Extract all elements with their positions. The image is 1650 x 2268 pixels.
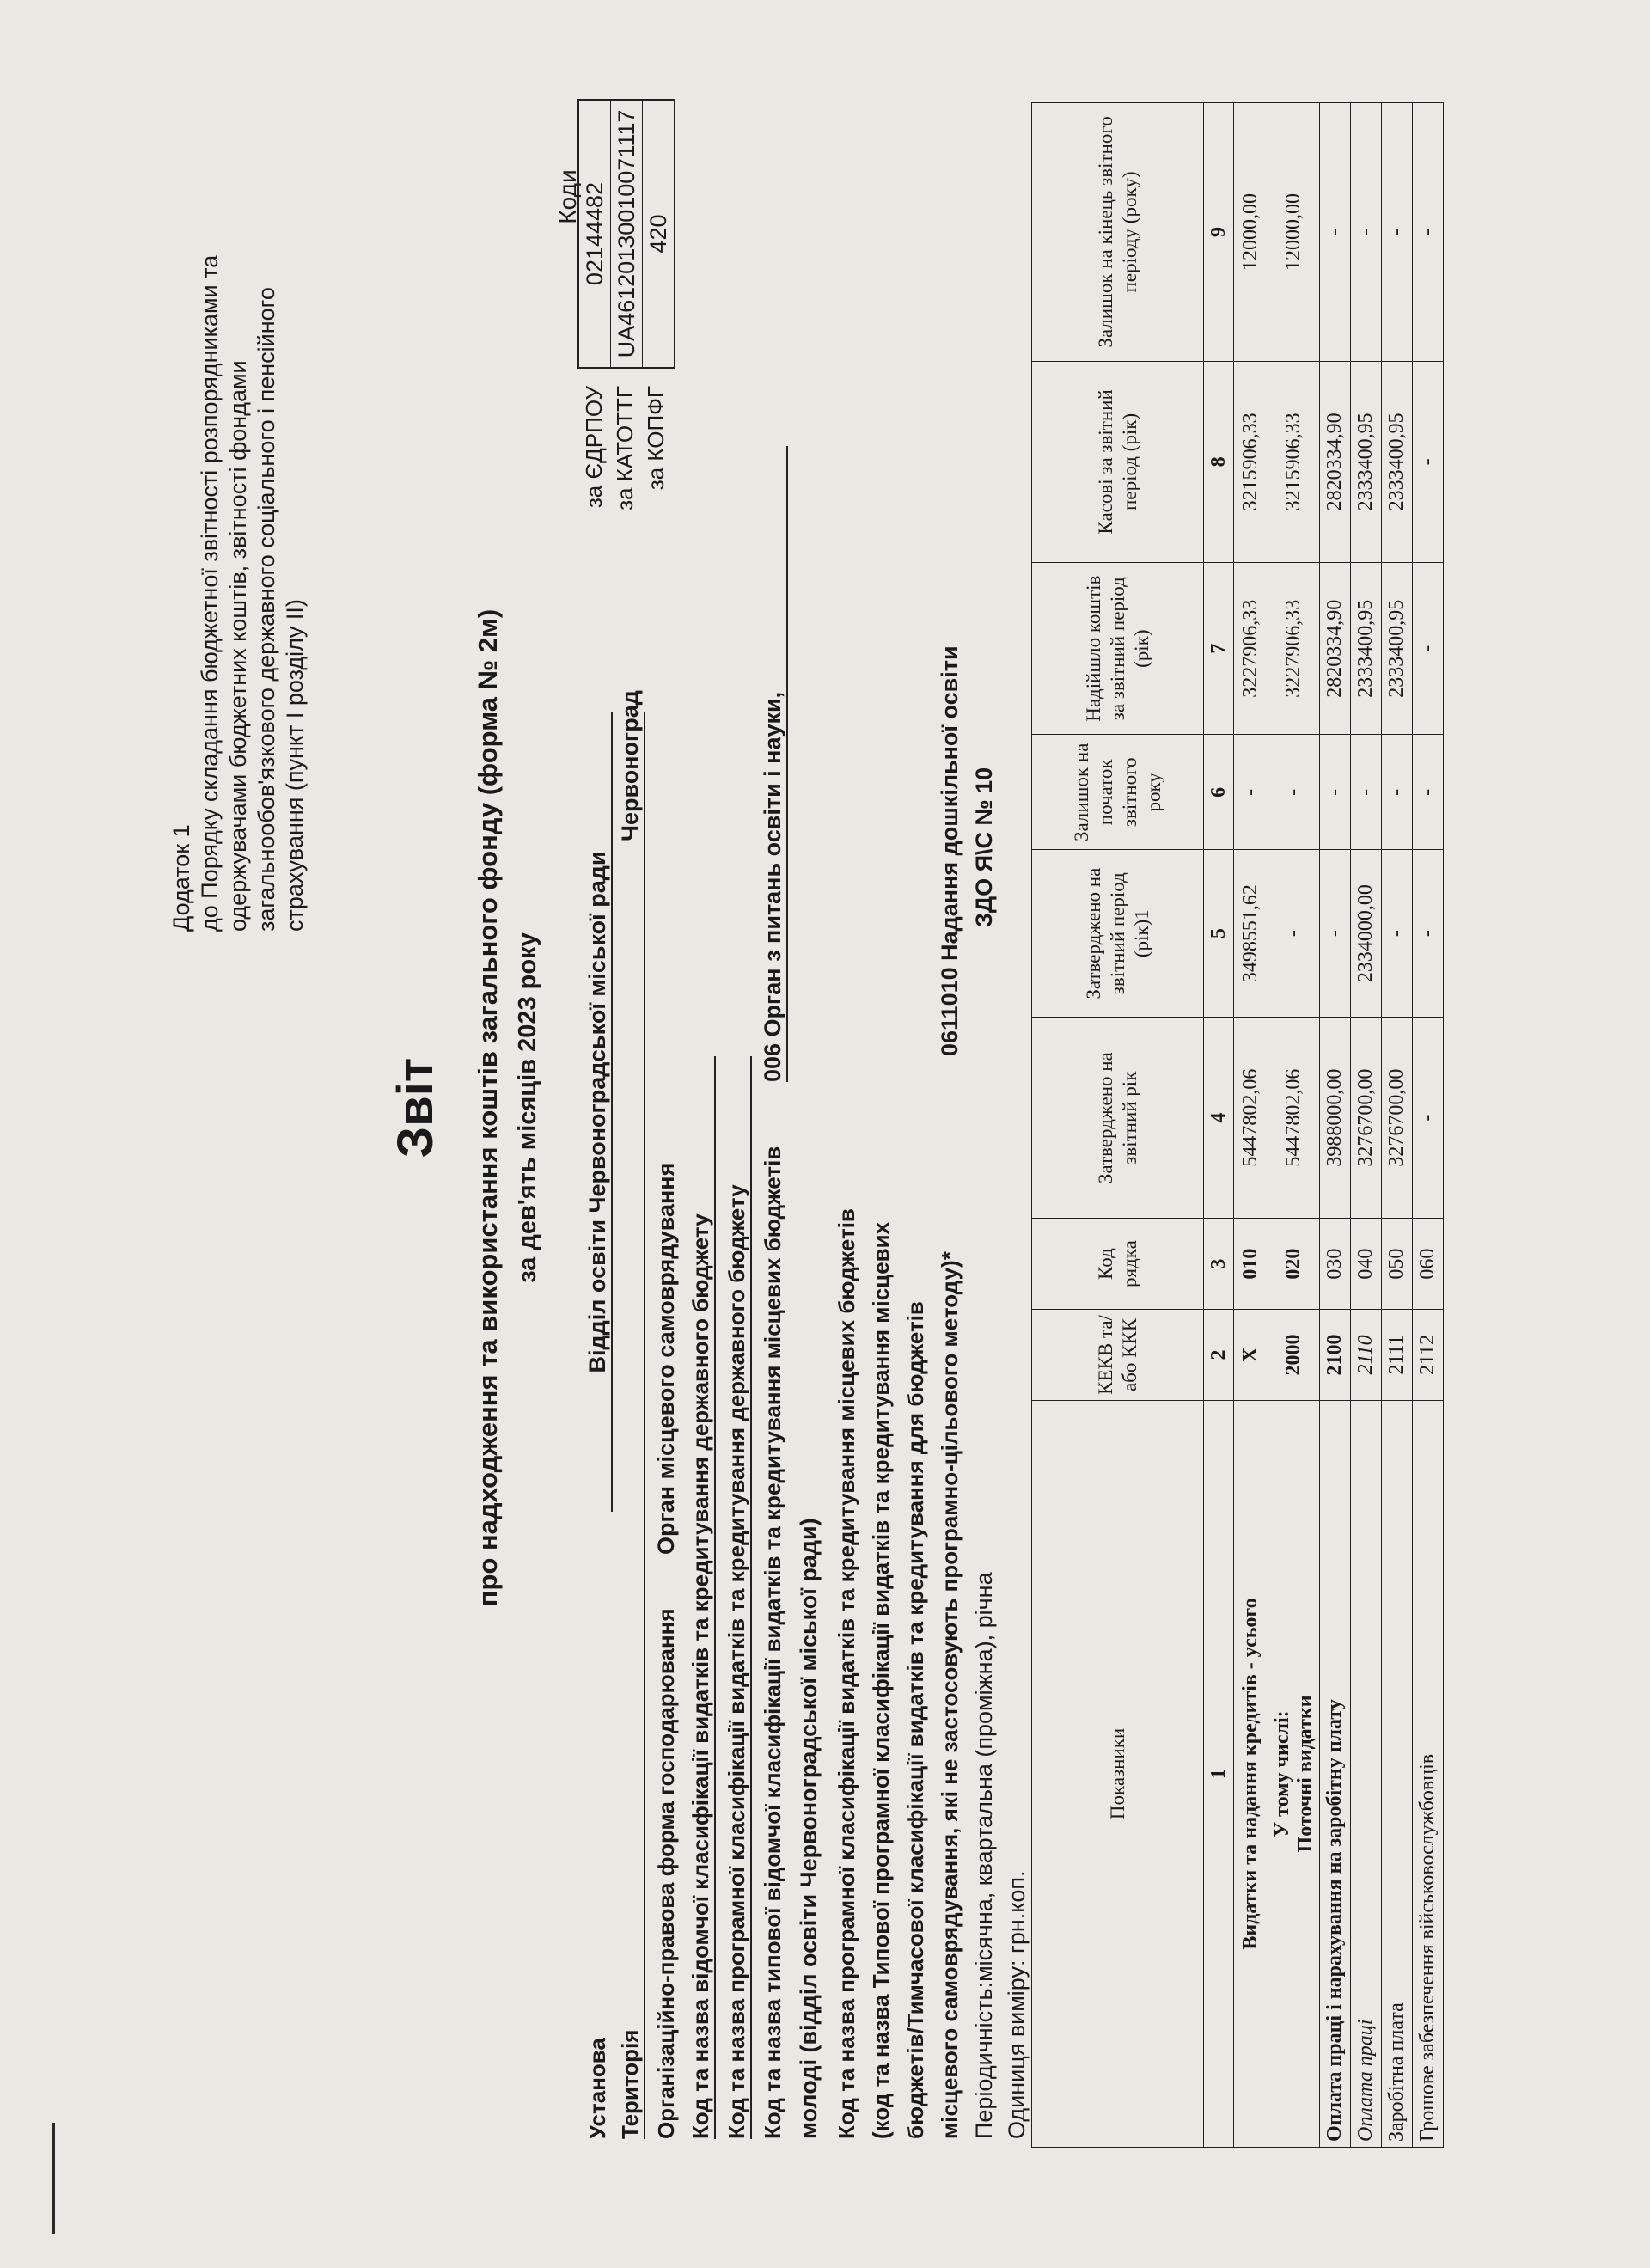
- row-cell: 3227906,33: [1234, 562, 1268, 735]
- kopfg-code: 420: [645, 214, 671, 254]
- codes-title: Коди: [554, 169, 581, 224]
- row-cell: -: [1413, 562, 1444, 735]
- edrpou-code: 02144482: [579, 101, 611, 367]
- katottg-code: UA46120130010071117: [611, 101, 643, 367]
- row-cell: 2334000,00: [1351, 850, 1382, 1018]
- periodicity-label: Періодичність:місячна, квартальна (проміжна), річна: [971, 1572, 997, 2139]
- row-name-line-2: Поточні видатки: [1293, 1695, 1317, 1853]
- table-row: [1320, 103, 1351, 2148]
- col-num: 7: [1204, 562, 1234, 735]
- appendix-line-4: загальнообов'язкового державного соціального і пенсійного: [254, 287, 279, 932]
- row-cell: 12000,00: [1268, 103, 1320, 362]
- row-kekv: 2100: [1320, 1310, 1351, 1401]
- row-cell: -: [1413, 361, 1444, 562]
- row-cell: -: [1320, 103, 1351, 362]
- codes-box: [578, 99, 675, 369]
- header-received: Надійшло коштів за звітний період (рік): [1032, 562, 1204, 735]
- row-cell: 2333400,95: [1382, 562, 1413, 735]
- row-cell: 3215906,33: [1268, 361, 1320, 562]
- row-kekv: 2111: [1382, 1310, 1413, 1401]
- report-title: Звіт: [388, 1057, 443, 1158]
- header-cash: Касові за звітний період (рік): [1032, 361, 1204, 562]
- table-header-row: [1032, 103, 1204, 2148]
- program-value: 0611010 Надання дошкільної освіти: [937, 645, 962, 1056]
- row-cell: 3227906,33: [1268, 562, 1320, 735]
- table-row: [1234, 103, 1268, 2148]
- column-number-row: [1204, 103, 1234, 2148]
- row-name: Заробітна плата: [1382, 1400, 1413, 2147]
- table-row: [1268, 103, 1320, 2148]
- row-code: 020: [1268, 1219, 1320, 1310]
- row-cell: -: [1268, 735, 1320, 850]
- col-num: 4: [1204, 1018, 1234, 1219]
- row-cell: 12000,00: [1234, 103, 1268, 362]
- org-form-value: Орган місцевого самоврядування: [653, 1162, 679, 1555]
- appendix-line-3: одержувачами бюджетних коштів, звітності фондами: [225, 360, 251, 932]
- appendix-line-1: Додаток 1: [168, 824, 194, 932]
- row-name: [1268, 1400, 1320, 2147]
- row-cell: -: [1320, 735, 1351, 850]
- report-period: за дев'ять місяців 2023 року: [514, 932, 541, 1283]
- row-cell: -: [1382, 735, 1413, 850]
- row-cell: -: [1382, 103, 1413, 362]
- row-cell: 3215906,33: [1234, 361, 1268, 562]
- row-kekv: 2112: [1413, 1310, 1444, 1401]
- territory-label: Територія: [617, 712, 645, 2139]
- row-name: Грошове забезпечення військовослужбовців: [1413, 1400, 1444, 2147]
- katottg-label: за КАТОТТГ: [612, 386, 638, 510]
- report-table: [1031, 102, 1444, 2148]
- row-code: 060: [1413, 1219, 1444, 1310]
- row-cell: 3276700,00: [1351, 1018, 1382, 1219]
- header-kekv: КЕКВ та/або ККК: [1032, 1310, 1204, 1401]
- row-name: Видатки та надання кредитів - усього: [1234, 1400, 1268, 2147]
- row-cell: 3988000,00: [1320, 1018, 1351, 1219]
- row-cell: 5447802,06: [1234, 1018, 1268, 1219]
- row-cell: -: [1413, 735, 1444, 850]
- program-value-2: ЗДО Я\С № 10: [971, 767, 997, 927]
- col-num: 1: [1204, 1400, 1234, 2147]
- header-approved-year: Затверджено на звітний рік: [1032, 1018, 1204, 1219]
- row-cell: 2333400,95: [1382, 361, 1413, 562]
- local-prog-label: Код та назва програмної класифікації видатків та кредитування місцевих бюджетів: [834, 1208, 859, 2139]
- typical-dept-value-2: молоді (відділ освіти Червоноградської міської ради): [796, 1518, 822, 2139]
- header-end-balance: Залишок на кінець звітного періоду (року): [1032, 103, 1204, 362]
- row-cell: -: [1234, 735, 1268, 850]
- col-num: 6: [1204, 735, 1234, 850]
- row-cell: 2333400,95: [1351, 562, 1382, 735]
- row-cell: -: [1351, 103, 1382, 362]
- row-cell: -: [1351, 735, 1382, 850]
- col-num: 3: [1204, 1219, 1234, 1310]
- edrpou-label: за ЄДРПОУ: [581, 386, 607, 509]
- dept-code-label: Код та назва відомчої класифікації видатків та кредитування державного бюджету: [688, 1056, 716, 2139]
- kopfg-label: за КОПФГ: [643, 386, 669, 491]
- prog-code-label: Код та назва програмної класифікації видатків та кредитування державного бюджету: [724, 1056, 752, 2139]
- row-code: 010: [1234, 1219, 1268, 1310]
- table-row: [1413, 103, 1444, 2148]
- row-code: 050: [1382, 1219, 1413, 1310]
- typical-prog-label: (код та назва Типової програмної класифікації видатків та кредитування місцевих: [868, 1221, 894, 2139]
- table-row: [1351, 103, 1382, 2148]
- row-code: 030: [1320, 1219, 1351, 1310]
- row-cell: 2820334,90: [1320, 562, 1351, 735]
- header-row-code: Код рядка: [1032, 1219, 1204, 1310]
- row-cell: 3498551,62: [1234, 850, 1268, 1018]
- row-code: 040: [1351, 1219, 1382, 1310]
- col-num: 2: [1204, 1310, 1234, 1401]
- header-start-balance: Залишок на початок звітного року: [1032, 735, 1204, 850]
- typical-dept-value: 006 Орган з питань освіти і науки,: [760, 446, 788, 1082]
- institution-value: Відділ освіти Червоноградської міської ради: [584, 712, 613, 1512]
- appendix-line-5: страхування (пункт І розділу ІІ): [282, 599, 308, 932]
- org-form-label: Організаційно-правова форма господарювання: [653, 1608, 679, 2139]
- row-cell: 2333400,95: [1351, 361, 1382, 562]
- row-name: Оплата праці і нарахування на заробітну плату: [1320, 1400, 1351, 2147]
- table-row: [1382, 103, 1413, 2148]
- row-kekv: 2000: [1268, 1310, 1320, 1401]
- appendix-note: [168, 72, 309, 932]
- row-kekv: 2110: [1351, 1310, 1382, 1401]
- row-name-line-1: У тому числі:: [1270, 1710, 1293, 1837]
- row-cell: 3276700,00: [1382, 1018, 1413, 1219]
- row-name: Оплата праці: [1351, 1400, 1382, 2147]
- appendix-line-2: до Порядку складання бюджетної звітності розпорядниками та: [197, 254, 223, 932]
- col-num: 8: [1204, 361, 1234, 562]
- report-subtitle: про надходження та використання коштів загального фонду (форма № 2м): [473, 608, 503, 1607]
- row-cell: 2820334,90: [1320, 361, 1351, 562]
- row-cell: -: [1268, 850, 1320, 1018]
- institution-label: Установа: [584, 2038, 610, 2139]
- row-cell: -: [1413, 1018, 1444, 1219]
- row-kekv: X: [1234, 1310, 1268, 1401]
- row-cell: -: [1382, 850, 1413, 1018]
- col-num: 9: [1204, 103, 1234, 362]
- typical-dept-label: Код та назва типової відомчої класифікації видатків та кредитування місцевих бюджетів: [760, 1146, 785, 2139]
- row-cell: -: [1413, 103, 1444, 362]
- row-cell: -: [1413, 850, 1444, 1018]
- local-gov-label: місцевого самоврядування, які не застосовують програмно-цільового методу)*: [937, 1251, 962, 2139]
- col-num: 5: [1204, 850, 1234, 1018]
- temp-class-label: бюджетів/Тимчасової класифікації видатків та кредитування для бюджетів: [902, 1301, 928, 2139]
- header-approved-period: Затверджено на звітний період (рік)1: [1032, 850, 1204, 1018]
- header-indicators: Показники: [1032, 1400, 1204, 2147]
- row-cell: 5447802,06: [1268, 1018, 1320, 1219]
- unit-label: Одиниця виміру: грн.коп.: [1004, 1870, 1030, 2139]
- row-cell: -: [1320, 850, 1351, 1018]
- territory-value: Червоноград: [617, 690, 643, 841]
